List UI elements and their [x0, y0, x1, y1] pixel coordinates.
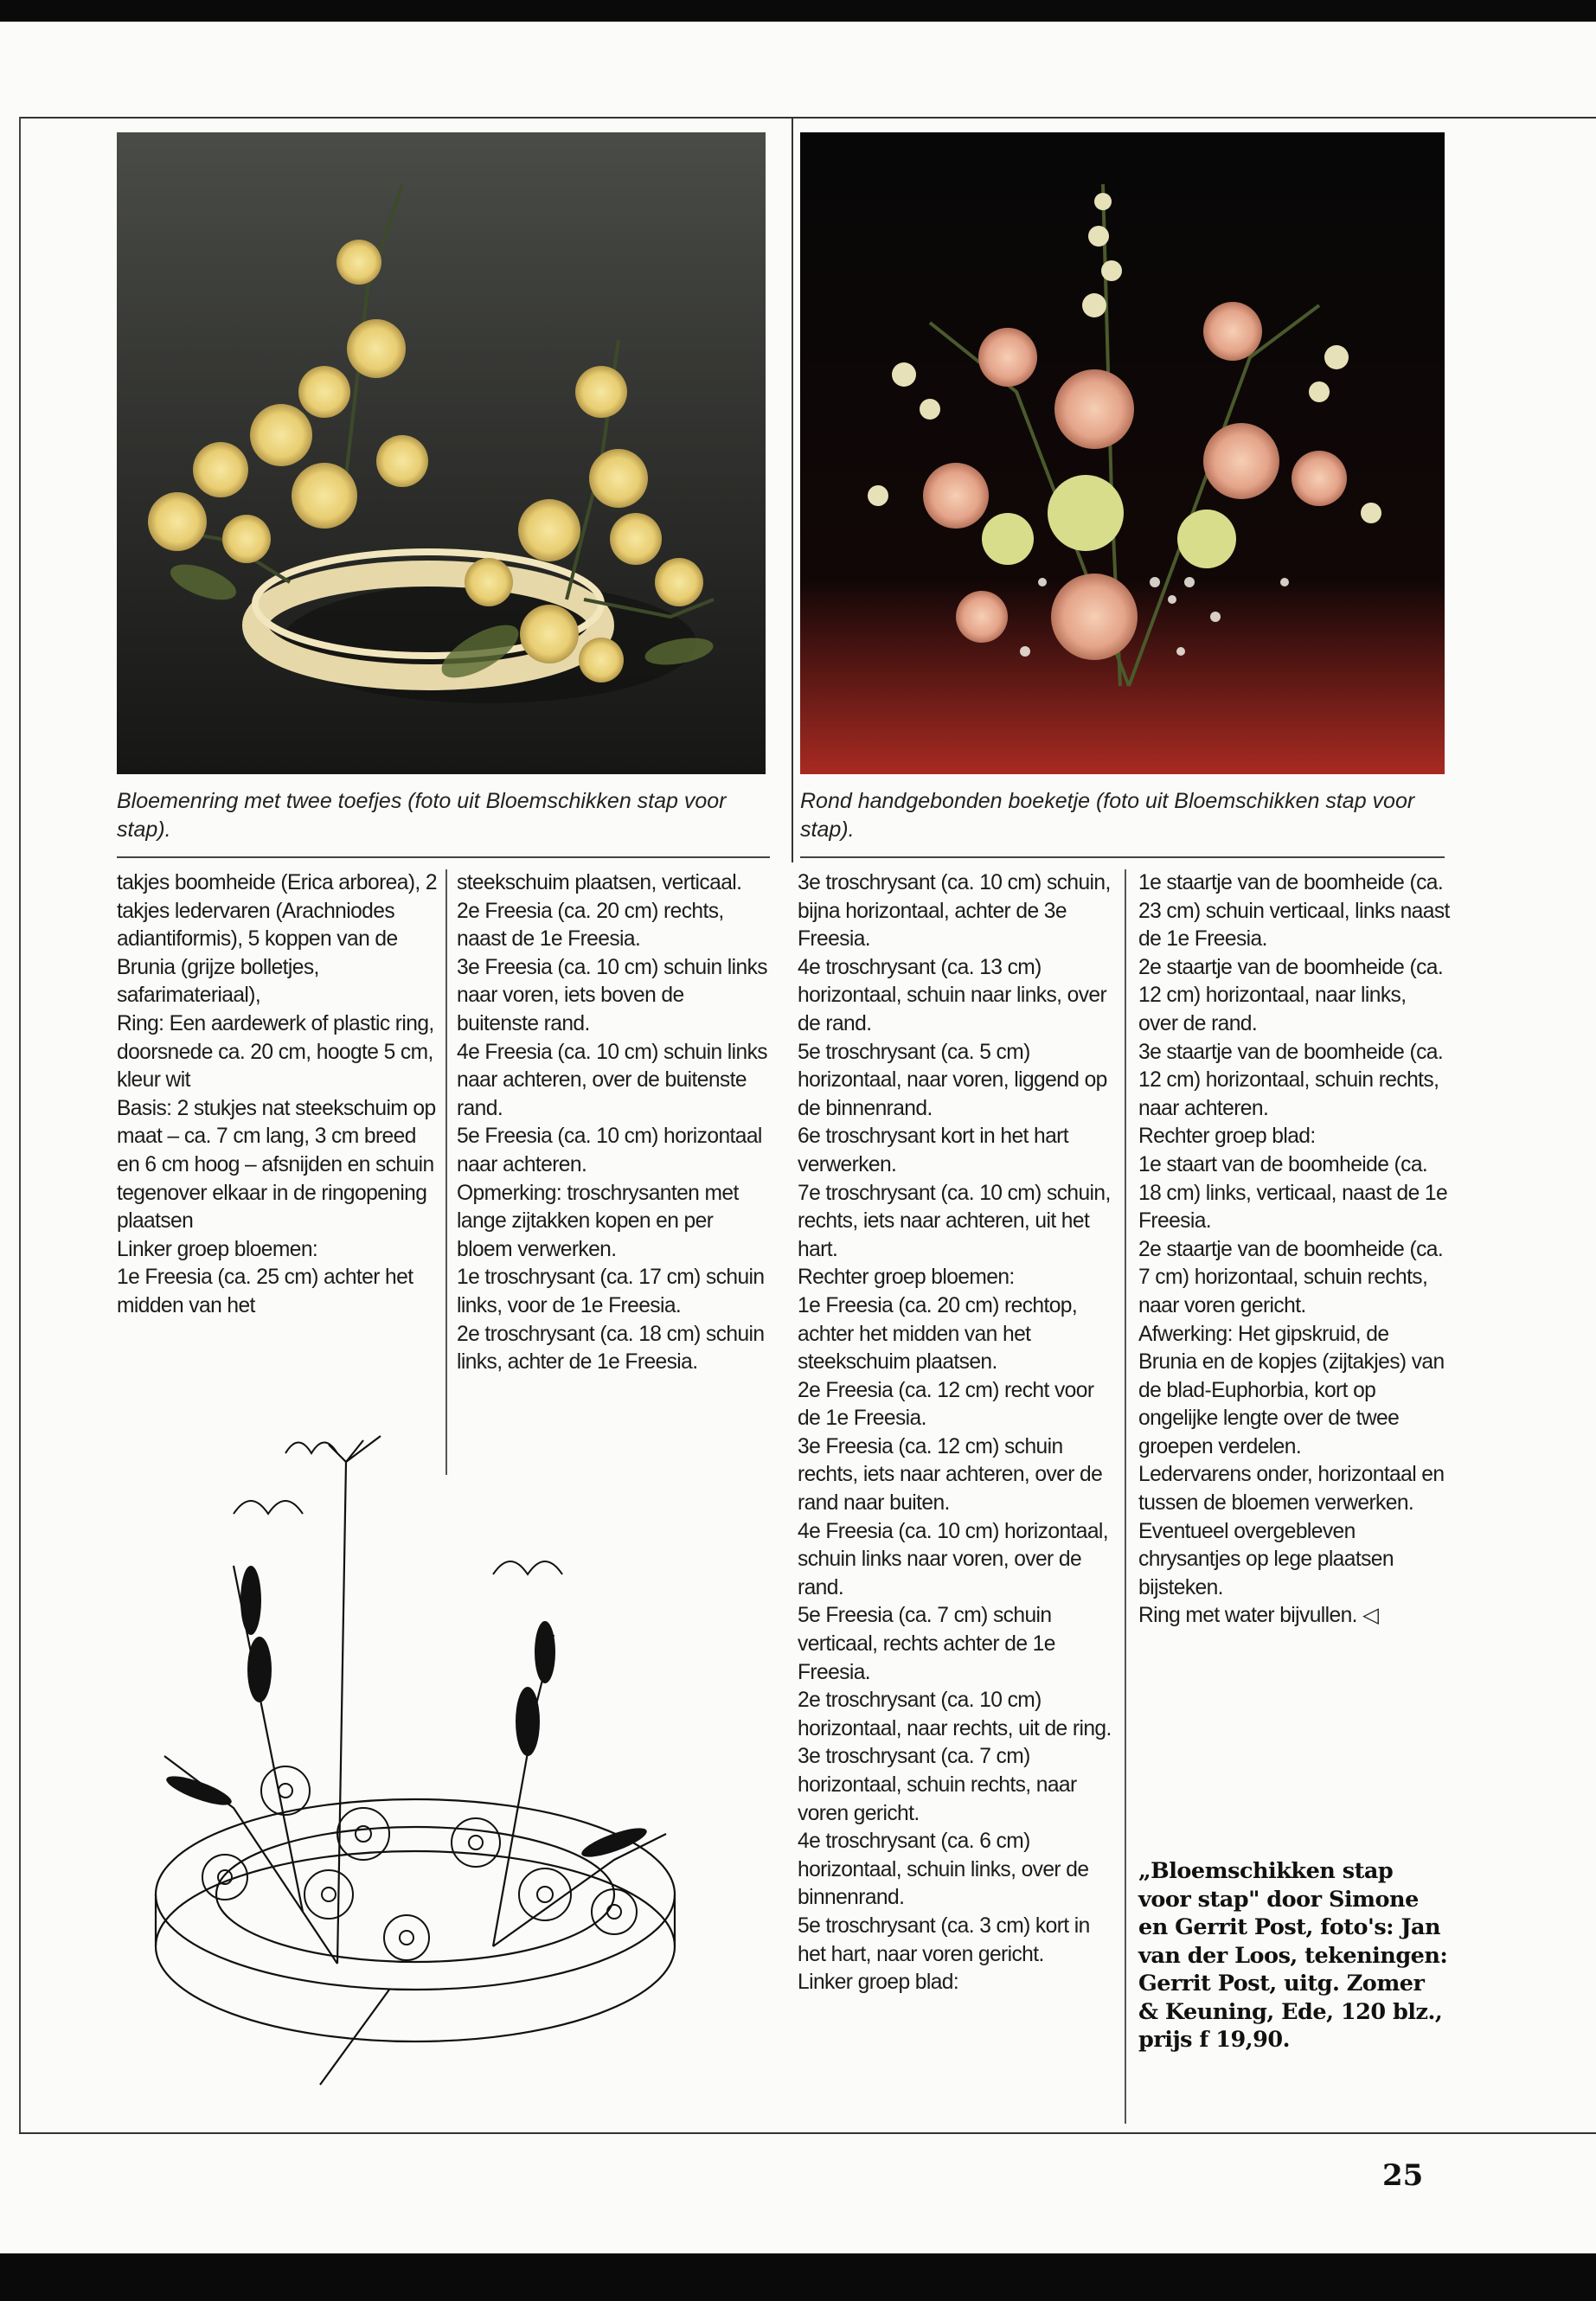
text-column-3 — [798, 869, 1118, 1997]
paragraph: Rechter groep bloemen: — [798, 1266, 1015, 1290]
paragraph: 1e Freesia (ca. 20 cm) rechtop, achter het midden van het steekschuim plaatsen. — [798, 1293, 1078, 1375]
paragraph: Ring met water bijvullen. ◁ — [1138, 1604, 1379, 1628]
paragraph: Basis: 2 stukjes nat steekschuim op maat – ca. 7 cm lang, 3 cm breed en 6 cm hoog – afsnijden en schuin tegenover elkaar in de ringopening plaatsen — [117, 1096, 436, 1234]
paragraph: 1e Freesia (ca. 25 cm) achter het midden van het — [117, 1266, 413, 1317]
page-number: 25 — [1382, 2158, 1424, 2193]
text-column-1 — [117, 869, 437, 1321]
paragraph: 5e Freesia (ca. 7 cm) schuin verticaal, rechts achter de 1e Freesia. — [798, 1604, 1055, 1684]
photo-divider — [792, 119, 793, 862]
paragraph: Rechter groep blad: — [1138, 1125, 1316, 1149]
top-rule — [19, 117, 1596, 119]
paragraph: 2e staartje van de boomheide (ca. 7 cm) horizontaal, schuin rechts, naar voren gericht. — [1138, 1237, 1444, 1317]
magazine-page — [0, 22, 1596, 2253]
paragraph: 2e Freesia (ca. 20 cm) rechts, naast de 1e Freesia. — [457, 899, 724, 952]
paragraph: Linker groep bloemen: — [117, 1237, 318, 1261]
paragraph: 5e troschrysant (ca. 3 cm) kort in het hart, naar voren gericht. — [798, 1913, 1090, 1966]
paragraph: Ledervarens onder, horizontaal en tussen de bloemen verwerken. — [1138, 1463, 1445, 1516]
bottom-rule — [19, 2132, 1596, 2134]
paragraph: Linker groep blad: — [798, 1971, 959, 1995]
paragraph: 3e troschrysant (ca. 7 cm) horizontaal, schuin rechts, naar voren gericht. — [798, 1745, 1077, 1825]
photo-flower-ring — [117, 132, 766, 774]
photo-caption-right: Rond handgebonden boeketje (foto uit Bloemschikken stap voor stap). — [800, 789, 1415, 842]
paragraph: 1e staart van de boomheide (ca. 18 cm) links, verticaal, naast de 1e Freesia. — [1138, 1152, 1448, 1234]
paragraph: 3e Freesia (ca. 12 cm) schuin rechts, iets naar achteren, over de rand naar buiten. — [798, 1434, 1103, 1516]
paragraph: 2e troschrysant (ca. 18 cm) schuin links, achter de 1e Freesia. — [457, 1322, 765, 1375]
paragraph: 5e Freesia (ca. 10 cm) horizontaal naar achteren. — [457, 1125, 762, 1176]
paragraph: 5e troschrysant (ca. 5 cm) horizontaal, naar voren, liggend op de binnenrand. — [798, 1040, 1107, 1120]
paragraph: 4e Freesia (ca. 10 cm) schuin links naar achteren, over de buitenste rand. — [457, 1040, 767, 1120]
paragraph: Afwerking: Het gipskruid, de Brunia en de kopjes (zijtakjes) van de blad-Euphorbia, kort op ongelijke lengte over de twee groepen verdelen. — [1138, 1322, 1445, 1458]
paragraph: 2e troschrysant (ca. 10 cm) horizontaal, naar rechts, uit de ring. — [798, 1689, 1112, 1740]
paragraph: 3e Freesia (ca. 10 cm) schuin links naar voren, iets boven de buitenste rand. — [457, 955, 767, 1035]
column-rule-3 — [1125, 869, 1126, 2124]
paragraph: 4e troschrysant (ca. 6 cm) horizontaal, schuin links, over de binnenrand. — [798, 1830, 1089, 1910]
text-column-2 — [457, 869, 768, 1377]
paragraph: Opmerking: troschrysanten met lange zijtakken kopen en per bloem verwerken. — [457, 1181, 739, 1261]
paragraph: 7e troschrysant (ca. 10 cm) schuin, rechts, iets naar achteren, uit het hart. — [798, 1181, 1111, 1261]
paragraph: 3e troschrysant (ca. 10 cm) schuin, bijna horizontaal, achter de 3e Freesia. — [798, 871, 1111, 952]
paragraph: 2e staartje van de boomheide (ca. 12 cm) horizontaal, naar links, over de rand. — [1138, 955, 1444, 1035]
paragraph: 4e troschrysant (ca. 13 cm) horizontaal, schuin naar links, over de rand. — [798, 955, 1107, 1035]
paragraph: 2e Freesia (ca. 12 cm) recht voor de 1e Freesia. — [798, 1378, 1094, 1431]
photo-round-bouquet — [800, 132, 1445, 774]
paragraph: Ring: Een aardewerk of plastic ring, doorsnede ca. 20 cm, hoogte 5 cm, kleur wit — [117, 1011, 434, 1093]
paragraph: 1e staartje van de boomheide (ca. 23 cm) schuin verticaal, links naast de 1e Freesia. — [1138, 871, 1450, 952]
paragraph: 1e troschrysant (ca. 17 cm) schuin links, voor de 1e Freesia. — [457, 1266, 765, 1317]
caption-rule-right — [800, 856, 1445, 858]
flower-ring-image — [117, 132, 766, 774]
paragraph: Eventueel overgebleven chrysantjes op lege plaatsen bijsteken. — [1138, 1519, 1394, 1599]
left-rule — [19, 117, 21, 2134]
paragraph: 6e troschrysant kort in het hart verwerken. — [798, 1125, 1068, 1176]
text-column-4 — [1138, 869, 1450, 1631]
photo-caption-left: Bloemenring met twee toefjes (foto uit Bloemschikken stap voor stap). — [117, 789, 727, 842]
book-credit: „Bloemschikken stap voor stap" door Simone en Gerrit Post, foto's: Jan van der Loos, tekeningen: Gerrit Post, uitg. Zomer & Keuning, Ede, 120 blz., prijs f 19,90. — [1138, 1858, 1448, 2053]
round-bouquet-image — [800, 132, 1445, 774]
caption-rule-left — [117, 856, 770, 858]
paragraph: 4e Freesia (ca. 10 cm) horizontaal, schuin links naar voren, over de rand. — [798, 1519, 1109, 1599]
column-rule-1 — [445, 869, 447, 1475]
paragraph: steekschuim plaatsen, verticaal. — [457, 871, 742, 894]
paragraph: takjes boomheide (Erica arborea), 2 takjes ledervaren (Arachniodes adiantiformis), 5 koppen van de Brunia (grijze bolletjes, safarimateriaal), — [117, 871, 437, 1008]
flower-ring-drawing — [130, 1427, 701, 2119]
paragraph: 3e staartje van de boomheide (ca. 12 cm) horizontaal, schuin rechts, naar achteren. — [1138, 1040, 1444, 1120]
